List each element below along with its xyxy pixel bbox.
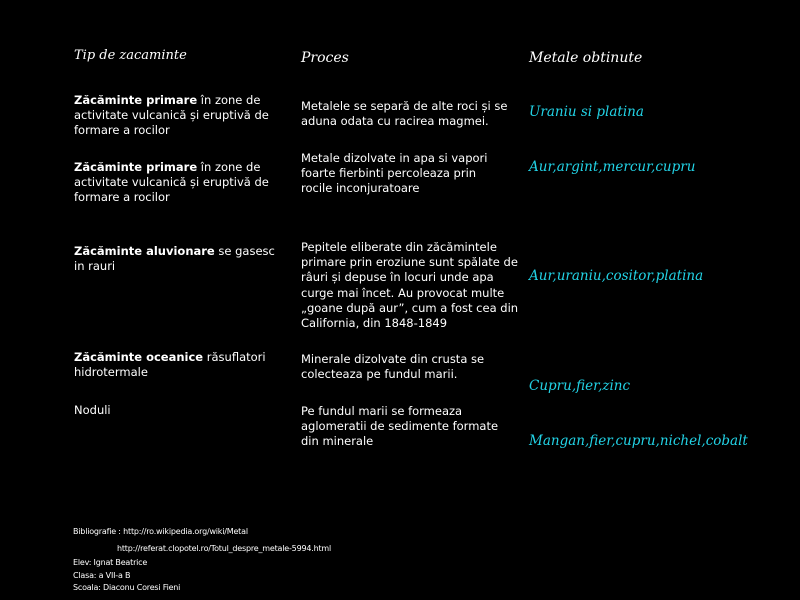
row1-type-bold: Zăcăminte primare	[74, 93, 198, 107]
row3-type	[74, 244, 284, 274]
row5-type	[74, 403, 284, 418]
row1-metals: Uraniu si platina	[529, 104, 644, 120]
row2-type	[74, 160, 284, 206]
row5-process: Pe fundul marii se formeaza aglomeratii de sedimente formate din minerale	[301, 404, 499, 449]
row3-process: Pepitele eliberate din zăcămintele primare prin eroziune sunt spălate de râuri și depuse în locuri unde apa curge mai încet. Au provocat multe „goane după aur”, cum a fost cea din California, din 1848-1849	[301, 240, 519, 331]
row4-process: Minerale dizolvate din crusta se colecteaza pe fundul marii.	[301, 352, 485, 382]
header-metals: Metale obtinute	[529, 50, 643, 66]
row4-type-rest: răsuflatori hidrotermale	[74, 350, 266, 380]
footer-school: Scoala: Diaconu Coresi Fieni	[73, 583, 181, 592]
row2-type-rest: în zone de activitate vulcanică și eruptivă de formare a rocilor	[74, 160, 269, 205]
row2-metals: Aur,argint,mercur,cupru	[529, 159, 696, 175]
row3-type-bold: Zăcăminte aluvionare	[74, 244, 215, 258]
header-process: Proces	[301, 50, 349, 66]
row2-type-bold: Zăcăminte primare	[74, 160, 198, 174]
footer-student: Elev: Ignat Beatrice	[73, 558, 148, 567]
row2-process: Metale dizolvate in apa si vapori foarte fierbinti percoleaza prin rocile inconjuratoare	[301, 151, 488, 196]
footer-bibliography-link: http://referat.clopotel.ro/Totul_despre_metale-5994.html	[117, 544, 332, 553]
row3-metals: Aur,uraniu,cositor,platina	[529, 268, 704, 284]
row4-type	[74, 350, 284, 380]
row5-metals: Mangan,fier,cupru,nichel,cobalt	[529, 433, 748, 449]
footer-bibliography: Bibliografie : http://ro.wikipedia.org/wiki/Metal	[73, 527, 248, 536]
header-type: Tip de zacaminte	[74, 48, 187, 63]
row4-metals: Cupru,fier,zinc	[529, 378, 631, 394]
row4-type-bold: Zăcăminte oceanice	[74, 350, 204, 364]
row5-type-rest: Noduli	[74, 403, 111, 417]
row1-type	[74, 93, 284, 139]
row1-type-rest: în zone de activitate vulcanică și eruptivă de formare a rocilor	[74, 93, 269, 138]
footer-class: Clasa: a VII-a B	[73, 571, 131, 580]
row1-process: Metalele se separă de alte roci și se aduna odata cu racirea magmei.	[301, 99, 508, 129]
row3-type-rest: se gasesc in rauri	[74, 244, 275, 274]
